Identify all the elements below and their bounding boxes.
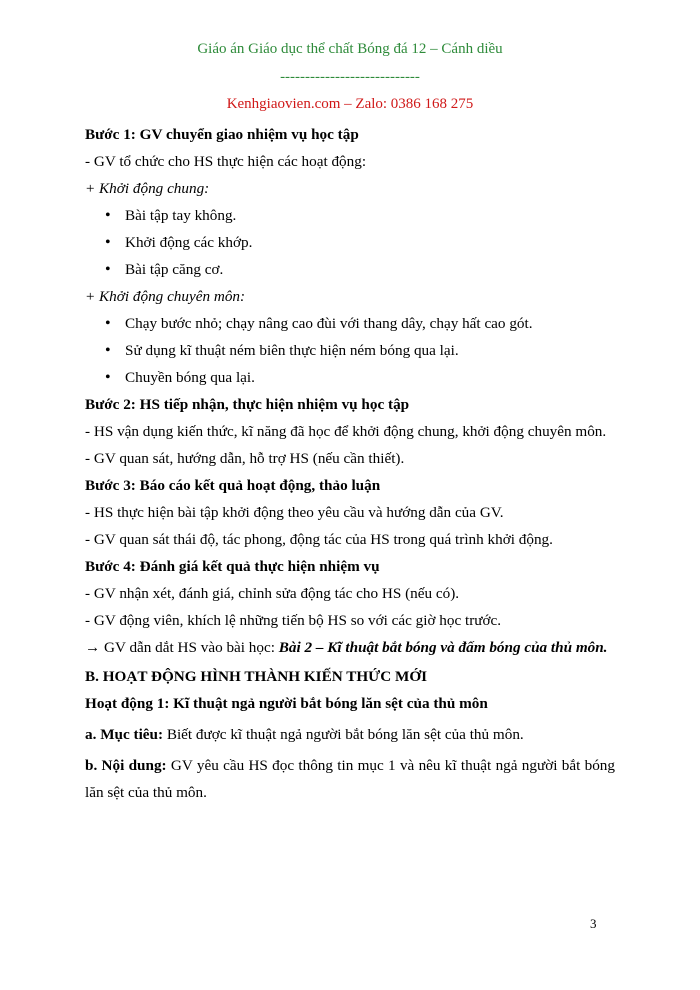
activity1-heading: Hoạt động 1: Kĩ thuật ngả người bắt bóng lăn sệt của thủ môn xyxy=(85,695,488,712)
general-warmup-label: + Khởi động chung: xyxy=(85,180,210,197)
objective-paragraph xyxy=(85,721,615,748)
special-warmup-label: + Khởi động chuyên môn: xyxy=(85,288,246,305)
step1-intro: - GV tổ chức cho HS thực hiện các hoạt động: xyxy=(85,153,367,170)
site-contact: Kenhgiaovien.com – Zalo: 0386 168 275 xyxy=(226,96,474,112)
list-item: • Sử dụng kĩ thuật ném biên thực hiện ném bóng qua lại. xyxy=(85,337,615,364)
document-title: Giáo án Giáo dục thể chất Bóng đá 12 – Cánh diều xyxy=(197,41,503,57)
list-item: • Chạy bước nhỏ; chạy nâng cao đùi với thang dây, chạy hất cao gót. xyxy=(85,310,615,337)
general-warmup-list xyxy=(85,202,615,283)
step3-heading: Bước 3: Báo cáo kết quả hoạt động, thảo luận xyxy=(85,477,381,494)
objective-text: Biết được kĩ thuật ngả người bắt bóng lăn sệt của thủ môn. xyxy=(163,726,524,743)
lead-prefix: → GV dẫn dắt HS vào bài học: xyxy=(85,639,279,656)
step4-line2: - GV động viên, khích lệ những tiến bộ HS so với các giờ học trước. xyxy=(85,612,502,629)
content-text: GV yêu cầu HS đọc thông tin mục 1 và nêu kĩ thuật ngả người bắt bóng lăn sệt của thủ môn. xyxy=(85,757,615,801)
step2-line1: - HS vận dụng kiến thức, kĩ năng đã học để khởi động chung, khởi động chuyên môn. xyxy=(85,423,607,440)
content-paragraph xyxy=(85,752,615,806)
lesson-lead-in xyxy=(85,634,615,661)
page-content xyxy=(85,121,615,806)
step1-heading: Bước 1: GV chuyển giao nhiệm vụ học tập xyxy=(85,126,359,143)
content-label: b. Nội dung: xyxy=(85,757,167,774)
section-b-heading: B. HOẠT ĐỘNG HÌNH THÀNH KIẾN THỨC MỚI xyxy=(85,668,428,685)
header-divider: ---------------------------- xyxy=(280,69,420,85)
special-warmup-list xyxy=(85,310,615,391)
list-item: • Khởi động các khớp. xyxy=(85,229,615,256)
step4-heading: Bước 4: Đánh giá kết quả thực hiện nhiệm vụ xyxy=(85,558,380,575)
step2-line2: - GV quan sát, hướng dẫn, hỗ trợ HS (nếu cần thiết). xyxy=(85,450,405,467)
step3-line1: - HS thực hiện bài tập khởi động theo yêu cầu và hướng dẫn của GV. xyxy=(85,504,504,521)
step2-heading: Bước 2: HS tiếp nhận, thực hiện nhiệm vụ học tập xyxy=(85,396,410,413)
list-item: • Bài tập tay không. xyxy=(85,202,615,229)
step3-line2: - GV quan sát thái độ, tác phong, động tác của HS trong quá trình khởi động. xyxy=(85,531,553,548)
list-item: • Bài tập căng cơ. xyxy=(85,256,615,283)
page-number: 3 xyxy=(590,916,597,931)
list-item: • Chuyền bóng qua lại. xyxy=(85,364,615,391)
objective-label: a. Mục tiêu: xyxy=(85,726,164,743)
step4-line1: - GV nhận xét, đánh giá, chỉnh sửa động tác cho HS (nếu có). xyxy=(85,585,460,602)
lesson-title: Bài 2 – Kĩ thuật bắt bóng và đấm bóng của thủ môn. xyxy=(278,639,608,656)
